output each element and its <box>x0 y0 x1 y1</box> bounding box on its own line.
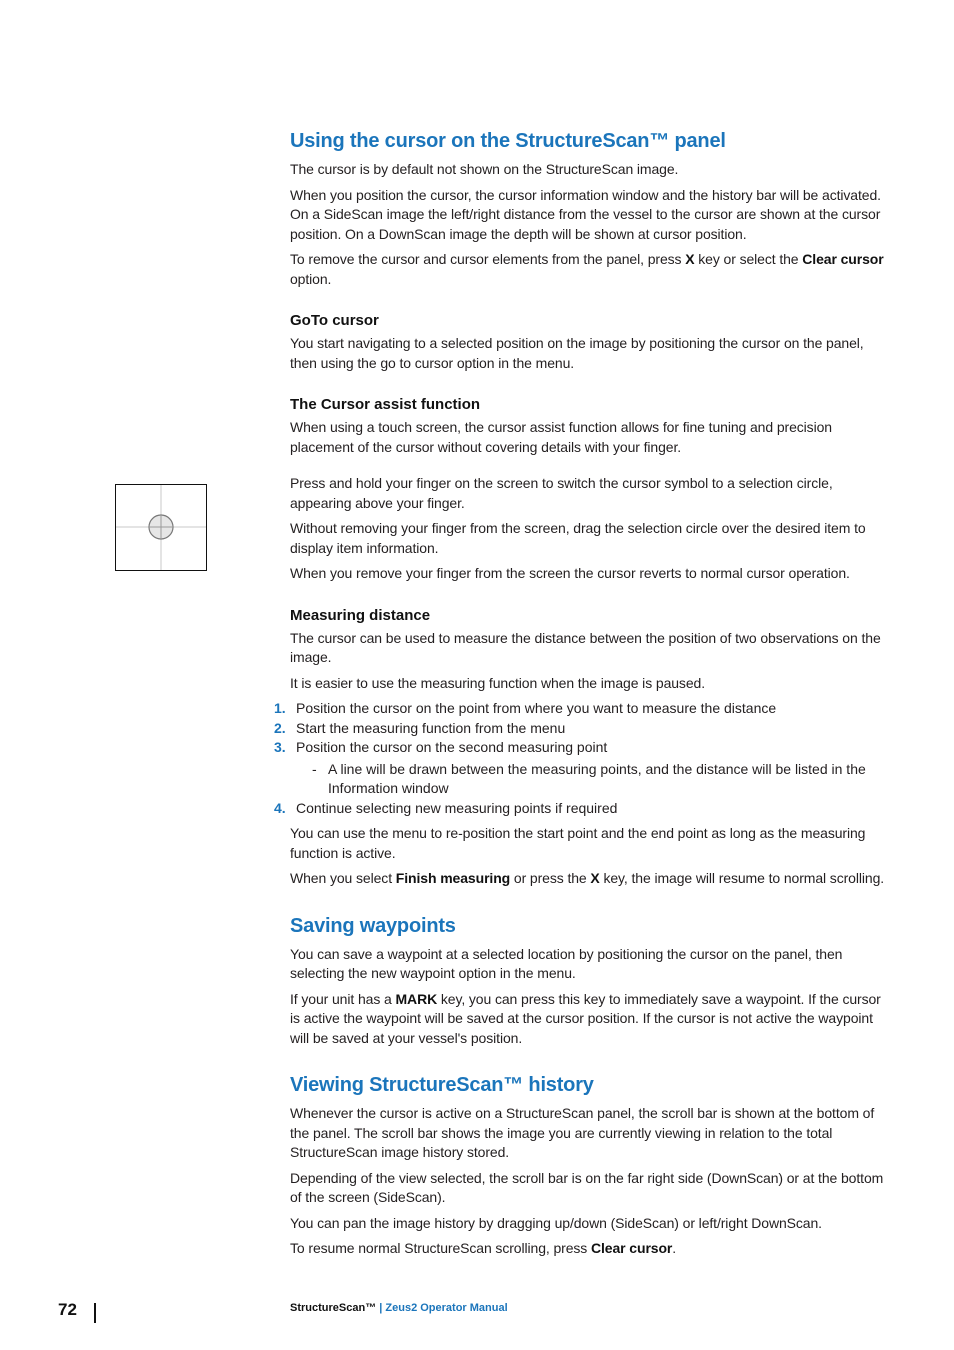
option-label: Clear cursor <box>802 251 884 267</box>
measuring-steps-list <box>274 699 890 818</box>
list-item: 3. Position the cursor on the second measuring point - A line will be drawn between the measuring points, and the distance will be listed in the Information window <box>274 738 890 799</box>
subsection-title-cursor-assist: The Cursor assist function <box>290 396 481 413</box>
option-label: Finish measuring <box>395 870 511 886</box>
paragraph: You can pan the image history by dragging up/down (SideScan) or left/right DownScan. <box>290 1214 822 1231</box>
key-label: MARK <box>395 990 438 1007</box>
paragraph: If your unit has a MARK key, you can press this key to immediately save a waypoint. If the cursor is active the waypoint will be saved at the cursor position. If the cursor is not active the waypoint will be saved at your vessel's position. <box>290 990 881 1046</box>
paragraph: It is easier to use the measuring function when the image is paused. <box>290 674 705 691</box>
paragraph: When you position the cursor, the cursor information window and the history bar will be activated. On a SideScan image the left/right distance from the vessel to the cursor are shown at the cursor position. On a DownScan image the depth will be shown at cursor position. <box>290 186 881 242</box>
paragraph: Without removing your finger from the screen, drag the selection circle over the desired item to display item information. <box>290 520 866 556</box>
paragraph: Whenever the cursor is active on a StructureScan panel, the scroll bar is shown at the bottom of the panel. The scroll bar shows the image you are currently viewing in relation to the total StructureScan image history stored. <box>290 1105 875 1160</box>
subsection-title-goto: GoTo cursor <box>290 312 379 329</box>
footer-divider <box>94 1303 96 1323</box>
list-item: 4. Continue selecting new measuring points if required <box>274 799 618 816</box>
paragraph: When using a touch screen, the cursor assist function allows for fine tuning and precision placement of the cursor without covering details with your finger. <box>290 419 832 455</box>
key-label: X <box>590 870 600 886</box>
list-item: 2. Start the measuring function from the menu <box>274 719 566 736</box>
section-title-waypoints: Saving waypoints <box>290 914 456 937</box>
cursor-assist-figure <box>115 484 207 571</box>
option-label: Clear cursor <box>591 1240 673 1256</box>
sub-list-item: - A line will be drawn between the measuring points, and the distance will be listed in the Information window <box>312 760 866 796</box>
paragraph: The cursor can be used to measure the distance between the position of two observations on the image. <box>290 629 881 665</box>
key-label: X <box>685 251 695 267</box>
paragraph: Press and hold your finger on the screen to switch the cursor symbol to a selection circle, appearing above your finger. <box>290 475 833 511</box>
paragraph: You start navigating to a selected position on the image by positioning the cursor on the panel, then using the go to cursor option in the menu. <box>290 335 864 371</box>
paragraph: When you select Finish measuring or press the X key, the image will resume to normal scrolling. <box>290 870 885 886</box>
paragraph: Depending of the view selected, the scroll bar is on the far right side (DownScan) or at the bottom of the screen (SideScan). <box>290 1169 884 1205</box>
content-column <box>274 128 890 1265</box>
paragraph: To resume normal StructureScan scrolling, press Clear cursor. <box>290 1240 677 1256</box>
page-number: 72 <box>58 1300 77 1319</box>
section-title-history: Viewing StructureScan™ history <box>290 1074 594 1096</box>
paragraph: You can use the menu to re-position the start point and the end point as long as the measuring function is active. <box>290 825 866 861</box>
subsection-title-measuring: Measuring distance <box>290 606 431 624</box>
paragraph: To remove the cursor and cursor elements from the panel, press X key or select the Clear cursor option. <box>290 251 884 287</box>
cursor-assist-crosshair-icon <box>116 485 206 570</box>
paragraph: When you remove your finger from the screen the cursor reverts to normal cursor operation. <box>290 565 850 581</box>
paragraph: The cursor is by default not shown on the StructureScan image. <box>290 161 679 177</box>
footer-title: StructureScan™ | Zeus2 Operator Manual <box>290 1302 508 1314</box>
list-item: 1. Position the cursor on the point from where you want to measure the distance <box>274 700 777 716</box>
section-title-cursor: Using the cursor on the StructureScan™ panel <box>290 130 726 152</box>
paragraph: You can save a waypoint at a selected location by positioning the cursor on the panel, then selecting the new waypoint option in the menu. <box>290 945 843 981</box>
